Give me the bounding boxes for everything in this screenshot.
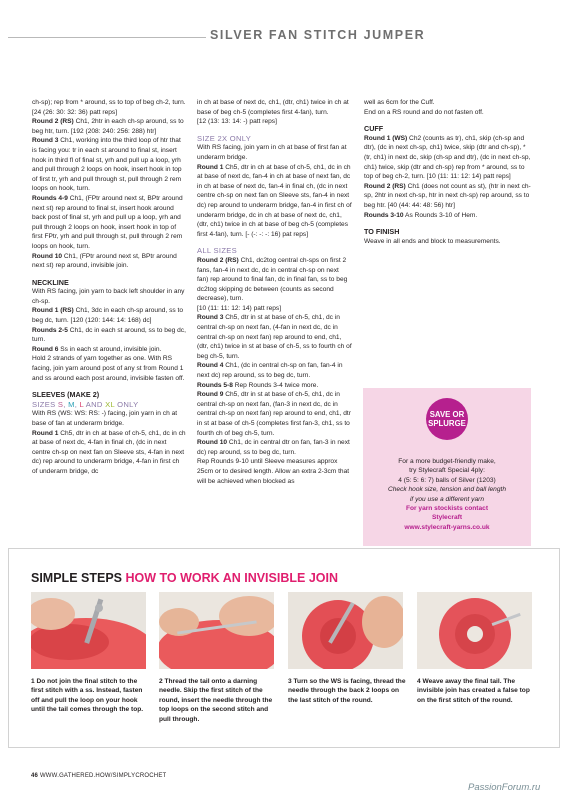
paragraph — [32, 136, 186, 194]
promo-text — [369, 457, 525, 532]
step-caption — [159, 677, 277, 724]
round-label: Round 2 (RS) — [364, 182, 406, 190]
step-number: 2 — [159, 678, 163, 685]
paragraph — [197, 438, 352, 457]
step-3-photo — [288, 592, 403, 669]
footer-url[interactable]: WWW.GATHERED.HOW/SIMPLYCROCHET — [38, 773, 167, 779]
round-label: Rounds 4-9 — [32, 194, 68, 202]
round-label: Rounds 3-10 — [364, 211, 404, 219]
paragraph: With RS (WS: WS: RS: -) facing, join yarn in ch at base of fan at underarm bridge. — [32, 410, 178, 427]
paragraph — [364, 182, 532, 211]
paragraph — [197, 313, 352, 361]
paragraph: well as 6cm for the Cuff. — [364, 99, 435, 106]
paragraph — [364, 211, 532, 221]
size-and: AND — [83, 399, 106, 409]
paragraph — [32, 252, 186, 271]
paragraph — [197, 381, 352, 391]
paragraph: Hold 2 strands of yarn together as one. With RS facing, join yarn around post of any st from Round 1 and ss around each post around, invisible fasten off. — [32, 355, 185, 382]
column-3 — [364, 98, 532, 246]
size-heading: SIZES S, M, L AND XL ONLY — [32, 399, 139, 409]
paragraph — [32, 117, 186, 136]
paragraph — [364, 134, 532, 182]
step-caption — [288, 677, 406, 705]
step-text: Weave away the final tail. The invisible join has created a false top on the first stitch of the round. — [417, 678, 530, 704]
round-text: Ch5, dtr in ch at base of ch-5, ch1, dc in ch at base of next dc, fan-4 in ch at base of next fan, dc in ch at base of next dc, fan-4 in final ch, (dc in next centre ch-sp on next fan on Sleeve sts, fan-4 in next dc) rep around to underarm bridge, fan-4 in first ch of underarm bridge, dc in ch at base of next dc, ch1, (dtr, ch1) twice in ch at base of beg ch-5 (completes first 4-fan), turn. [- (-: -: -: 16) pat reps] — [197, 163, 352, 238]
round-text: Ch1, (FPtr around next st, BPtr around next st) rep around, invisible join. — [32, 252, 177, 270]
page-header-title: SILVER FAN STITCH JUMPER — [210, 28, 426, 42]
promo-line: For yarn stockists contact — [405, 505, 489, 513]
paragraph: Rep Rounds 9-10 until Sleeve measures approx 25cm or to desired length. Allow an extra 2-3cm that will be achieved when blocked as — [197, 458, 350, 485]
column-2 — [197, 98, 352, 486]
round-label: Round 10 — [32, 252, 63, 260]
round-text: Ch2 (counts as tr), ch1, skip (ch-sp and dtr), (dc in next ch-sp, ch1) twice, skip (dtr and ch-sp), *(tr, ch1) in next dc, skip (ch-sp and dtr), (dc in next ch-sp, ch1) twice, skip (dtr and ch-sp) rep from * around, ss to top of beg ch-2, turn. [10 (11: 11: 12: 14) patt reps] — [364, 134, 531, 181]
round-text: As Rounds 3-10 of Hem. — [403, 211, 478, 219]
step-number: 1 — [31, 678, 35, 685]
step-2-photo — [159, 592, 274, 669]
round-label: Round 3 — [197, 314, 224, 322]
size-heading-all: ALL SIZES — [197, 246, 237, 256]
promo-line: if you use a different yarn — [409, 495, 485, 503]
size-prefix: SIZES — [32, 399, 58, 409]
size-s: S — [57, 399, 64, 409]
paragraph — [197, 361, 352, 380]
step-4-photo — [417, 592, 532, 669]
round-text: Ch1, 3dc in each ch-sp around, ss to beg dc, turn. [120 (120: 144: 14: 168) dc] — [32, 307, 183, 325]
round-text: Ch1, (FPtr around next st, BPtr around next st) rep around to final st, insert hook around back post of final st, yrh and pull up a loop, yrh and pull through 2 loops on hook, insert hook in top of first FPtr, yrh and pull through st, pull through 2 rem loops on hook, turn. — [32, 194, 183, 250]
step-text: Do not join the final stitch to the first stitch with a ss. Instead, fasten off and pull the loop on your hook until the tail comes through the top. — [31, 678, 144, 714]
round-text: Ch1 (does not count as st), (htr in next ch-sp, 2htr in next ch-sp, htr in next ch-sp) rep around, ss to beg htr. [40 (44: 44: 48: 56) htr] — [364, 182, 531, 209]
save-or-splurge-box — [363, 388, 531, 546]
section-heading-cuff: CUFF — [364, 124, 384, 134]
page-number: 46 — [31, 773, 39, 779]
badge-line: SPLURGE — [428, 419, 466, 428]
badge-line: SAVE OR — [429, 410, 465, 419]
size-m: M — [68, 399, 75, 409]
round-text: Rep Rounds 3-4 twice more. — [232, 381, 319, 389]
header-rule — [8, 37, 206, 38]
promo-line: 4 (5: 5: 6: 7) balls of Silver (1203) — [398, 476, 496, 484]
paragraph — [32, 306, 186, 325]
round-label: Round 1 — [197, 163, 224, 171]
round-label: Round 3 — [32, 137, 59, 145]
step-1-photo — [31, 592, 146, 669]
paragraph — [197, 163, 352, 240]
round-text: Ch1, (dc in central ch-sp on fan, fan-4 in next dc) rep around, ss to beg dc, turn. — [197, 362, 343, 380]
round-label: Rounds 2-5 — [32, 326, 68, 334]
page-footer — [31, 773, 166, 779]
section-heading-sleeves: SLEEVES (MAKE 2) — [32, 390, 100, 400]
round-label: Rounds 5-8 — [197, 381, 233, 389]
round-label: Round 6 — [32, 345, 59, 353]
promo-link[interactable]: www.stylecraft-yarns.co.uk — [404, 523, 490, 531]
round-label: Round 10 — [197, 439, 228, 447]
round-text: Ss in each st around, invisible join. — [58, 345, 162, 353]
round-text: Ch1, dc2tog central ch-sps on first 2 fans, fan-4 in next dc, dc in central ch-sp on next fan) rep around to final fan, dc in final fan, ss to beg dc2tog skipping dc between (counts as second decrease), turn. — [197, 256, 348, 303]
paragraph: With RS facing, join yarn in ch at base of first fan at underarm bridge. — [197, 144, 347, 161]
promo-line: Stylecraft — [431, 514, 463, 522]
round-label: Round 2 (RS) — [197, 256, 239, 264]
round-text: Ch5, dtr in ch at base of ch-5, ch1, dc in ch at base of next dc, 4-fan in final ch, (dc in next centre ch-sp on next fan on Sleeve sts, 4-fan in next dc) rep around to underarm bridge, 4-fan in first ch of underarm bridge, dc — [32, 429, 186, 475]
paragraph: With RS facing, join yarn to back left shoulder in any ch-sp. — [32, 288, 185, 305]
section-heading-finish: TO FINISH — [364, 227, 400, 237]
paragraph — [32, 326, 186, 345]
column-1 — [32, 98, 186, 477]
round-label: Round 1 (RS) — [32, 307, 74, 315]
size-l: L — [79, 399, 84, 409]
round-text: Ch1, working into the third loop of htr that is facing you: tr in each st around to final st, insert hook in third fl of final st, yrh and pull up a loop, yrh and pull through 2 loops on hook, insert hook in top of first tr, yrh and pull through st, pull through 2 rem loops on hook, turn. — [32, 137, 182, 193]
steps-title-pink: HOW TO WORK AN INVISIBLE JOIN — [125, 571, 338, 585]
paragraph — [32, 345, 186, 355]
step-caption — [417, 677, 535, 705]
step-number: 3 — [288, 678, 292, 685]
paragraph: ch-sp); rep from * around, ss to top of beg ch-2, turn. [24 (26: 30: 32: 36) patt reps] — [32, 99, 186, 116]
round-text: Ch5, dtr in st at base of ch-5, ch1, dc in central ch-sp on next fan, (fan-3 in next dc, dc in central ch-sp on next fan) rep around to end, ch1, dtr in st at base of ch-5 (completes first fan-3, ch1, ss to fourth ch of beg ch-5, turn. — [197, 391, 351, 437]
step-caption — [31, 677, 149, 715]
size-xl: XL — [105, 399, 115, 409]
step-number: 4 — [417, 678, 421, 685]
paragraph — [197, 390, 352, 438]
round-text: Ch1, 2htr in each ch-sp around, ss to beg htr, turn. [192 (208: 240: 256: 288) htr] — [32, 118, 184, 135]
steps-title-black: SIMPLE STEPS — [31, 571, 122, 585]
paragraph — [32, 429, 186, 477]
paragraph: [10 (11: 11: 12: 14) patt reps] — [197, 304, 282, 312]
paragraph — [197, 256, 352, 304]
size-heading-2x: SIZE 2X ONLY — [197, 133, 252, 143]
promo-line: Check hook size, tension and ball length — [387, 486, 507, 494]
save-or-splurge-badge — [426, 398, 468, 440]
round-label: Round 9 — [197, 391, 224, 399]
promo-line: For a more budget-friendly make, — [398, 458, 496, 465]
size-only: ONLY — [114, 399, 139, 409]
paragraph: End on a RS round and do not fasten off. — [364, 108, 484, 116]
round-text: Ch1, dc in each st around, ss to beg dc, turn. — [32, 326, 186, 344]
simple-steps-title — [31, 571, 338, 585]
round-label: Round 4 — [197, 362, 224, 370]
round-text: Ch5, dtr in st at base of ch-5, ch1, dc in central ch-sp on next fan, (4-fan in next dc, dc in central ch-sp on next fan) rep around to end, ch1, (dtr, ch1) twice in st at base of ch-5, ss to fourth ch of beg ch-5, turn. — [197, 314, 352, 360]
round-text: Ch1, dc in central dtr on fan, fan-3 in next dc) rep around, ss to beg dc, turn. — [197, 439, 350, 456]
round-label: Round 2 (RS) — [32, 118, 74, 126]
round-label: Round 1 — [32, 429, 59, 437]
paragraph: Weave in all ends and block to measurements. — [364, 237, 501, 245]
section-heading-neckline: NECKLINE — [32, 277, 69, 287]
paragraph: in ch at base of next dc, ch1, (dtr, ch1) twice in ch at base of beg ch-5 (completes first 4-fan), turn. — [197, 99, 349, 116]
step-text: Thread the tail onto a darning needle. Skip the first stitch of the round, insert the needle through the top loops on the second stitch and pull through. — [159, 678, 273, 723]
promo-line: try Stylecraft Special 4ply: — [409, 467, 485, 475]
paragraph: [12 (13: 13: 14: -) patt reps] — [197, 118, 277, 126]
watermark: PassionForum.ru — [468, 782, 541, 793]
step-text: Turn so the WS is facing, thread the needle through the back 2 loops on the last stitch of the round. — [288, 678, 406, 704]
paragraph — [32, 194, 186, 252]
round-label: Round 1 (WS) — [364, 134, 408, 142]
